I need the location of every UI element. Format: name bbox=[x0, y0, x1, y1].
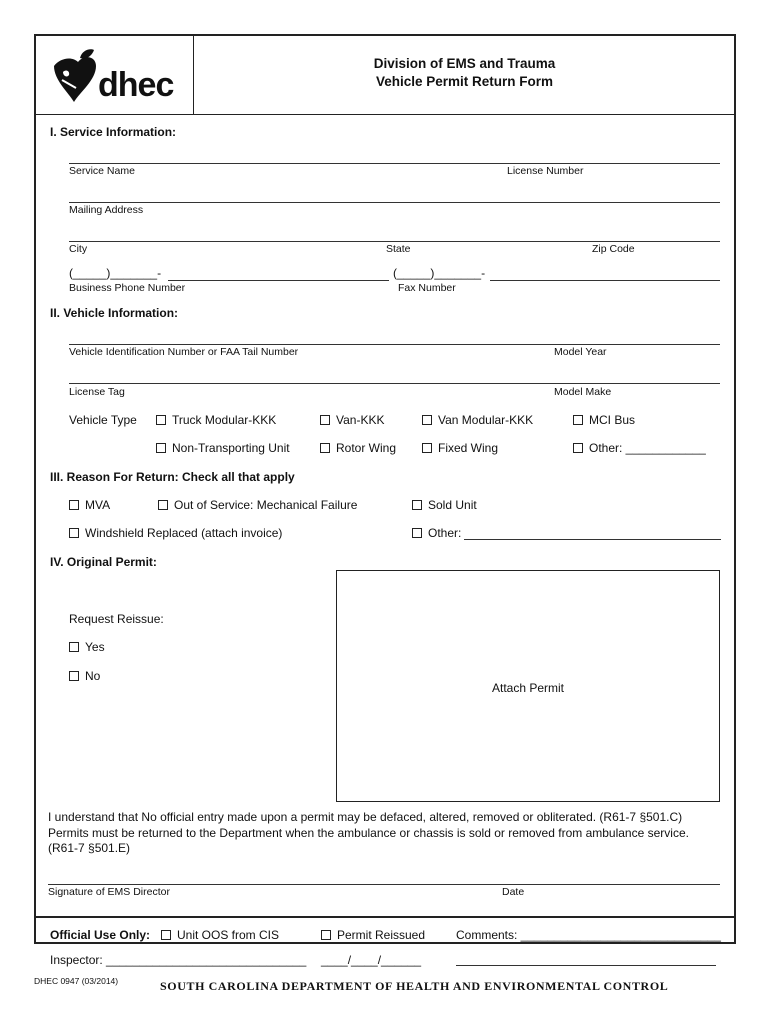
checkbox-icon[interactable] bbox=[158, 500, 168, 510]
signature-label: Signature of EMS Director bbox=[48, 886, 170, 898]
checkbox-icon[interactable] bbox=[321, 930, 331, 940]
statement bbox=[48, 810, 732, 857]
mailing-address-line[interactable] bbox=[69, 202, 720, 203]
vin-line[interactable] bbox=[69, 344, 720, 345]
fax-prefix: (_____)_______- bbox=[393, 266, 486, 280]
comments-second-line[interactable] bbox=[456, 965, 716, 966]
checkbox-icon[interactable] bbox=[573, 443, 583, 453]
state-label: State bbox=[386, 243, 411, 255]
vehicle-type-other[interactable]: Other: ____________ bbox=[573, 441, 706, 455]
checkbox-icon[interactable] bbox=[69, 642, 79, 652]
checkbox-icon[interactable] bbox=[422, 415, 432, 425]
vehicle-type-label: Vehicle Type bbox=[69, 413, 137, 427]
official-use-label: Official Use Only: bbox=[50, 928, 151, 942]
reason-sold-unit[interactable]: Sold Unit bbox=[412, 498, 477, 512]
inspector-field[interactable]: Inspector: ______________________________ bbox=[50, 953, 307, 967]
permit-reissued-checkbox[interactable]: Permit Reissued bbox=[321, 928, 425, 942]
statement-line2: Permits must be returned to the Department when the ambulance or chassis is sold or removed from ambulance service. bbox=[48, 825, 689, 840]
attach-permit-label: Attach Permit bbox=[491, 681, 565, 695]
license-tag-label: License Tag bbox=[69, 386, 125, 398]
vin-label: Vehicle Identification Number or FAA Tail Number bbox=[69, 346, 299, 358]
reason-windshield[interactable]: Windshield Replaced (attach invoice) bbox=[69, 526, 282, 540]
phone-prefix: (_____)_______- bbox=[69, 266, 162, 280]
form-title-line1: Division of EMS and Trauma bbox=[373, 56, 556, 71]
checkbox-icon[interactable] bbox=[412, 528, 422, 538]
phone-line[interactable] bbox=[168, 280, 389, 281]
checkbox-icon[interactable] bbox=[573, 415, 583, 425]
statement-line1: I understand that No official entry made upon a permit may be defaced, altered, removed or obliterated. (R61-7 §501.C) bbox=[48, 810, 683, 824]
vehicle-type-rotor-wing[interactable]: Rotor Wing bbox=[320, 441, 396, 455]
vehicle-type-van-modular-kkk[interactable]: Van Modular-KKK bbox=[422, 413, 533, 427]
service-name-line[interactable] bbox=[69, 163, 720, 164]
checkbox-icon[interactable] bbox=[320, 443, 330, 453]
vehicle-type-van-kkk[interactable]: Van-KKK bbox=[320, 413, 384, 427]
section2-heading: II. Vehicle Information: bbox=[50, 306, 179, 320]
city-label: City bbox=[69, 243, 88, 255]
business-phone-label: Business Phone Number bbox=[69, 282, 186, 294]
fax-number-label: Fax Number bbox=[398, 282, 456, 294]
reissue-no[interactable]: No bbox=[69, 669, 100, 683]
official-date-field[interactable]: ____/____/______ bbox=[321, 953, 422, 967]
unit-oos-checkbox[interactable]: Unit OOS from CIS bbox=[161, 928, 279, 942]
checkbox-icon[interactable] bbox=[69, 528, 79, 538]
comments-field[interactable]: Comments: ______________________________ bbox=[456, 928, 721, 942]
form-title-line2: Vehicle Permit Return Form bbox=[375, 74, 554, 89]
attach-permit-box bbox=[336, 570, 720, 802]
section3-heading: III. Reason For Return: Check all that apply bbox=[50, 470, 295, 484]
reason-other[interactable]: Other: bbox=[412, 526, 461, 540]
vehicle-type-fixed-wing[interactable]: Fixed Wing bbox=[422, 441, 498, 455]
checkbox-icon[interactable] bbox=[161, 930, 171, 940]
service-name-label: Service Name bbox=[69, 165, 135, 177]
reason-other-line[interactable] bbox=[464, 539, 721, 540]
official-use-divider bbox=[36, 916, 734, 918]
license-number-label: License Number bbox=[507, 165, 584, 177]
form-frame bbox=[34, 34, 736, 944]
checkbox-icon[interactable] bbox=[412, 500, 422, 510]
department-name: SOUTH CAROLINA DEPARTMENT OF HEALTH AND ENVIRONMENTAL CONTROL bbox=[160, 979, 669, 993]
section4-heading: IV. Original Permit: bbox=[50, 555, 157, 569]
reason-out-of-service[interactable]: Out of Service: Mechanical Failure bbox=[158, 498, 357, 512]
model-year-label: Model Year bbox=[554, 346, 607, 358]
vehicle-type-non-transporting[interactable]: Non-Transporting Unit bbox=[156, 441, 290, 455]
checkbox-icon[interactable] bbox=[156, 443, 166, 453]
form-number: DHEC 0947 (03/2014) bbox=[34, 976, 119, 986]
checkbox-icon[interactable] bbox=[69, 500, 79, 510]
signature-line[interactable] bbox=[48, 884, 720, 885]
mailing-address-label: Mailing Address bbox=[69, 204, 144, 216]
checkbox-icon[interactable] bbox=[320, 415, 330, 425]
vehicle-type-truck-modular-kkk[interactable]: Truck Modular-KKK bbox=[156, 413, 276, 427]
zip-label: Zip Code bbox=[592, 243, 635, 255]
header-divider bbox=[36, 114, 734, 115]
section1-heading: I. Service Information: bbox=[50, 125, 177, 139]
checkbox-icon[interactable] bbox=[156, 415, 166, 425]
model-make-label: Model Make bbox=[554, 386, 612, 398]
checkbox-icon[interactable] bbox=[69, 671, 79, 681]
request-reissue-label: Request Reissue: bbox=[69, 612, 164, 626]
statement-line3: (R61-7 §501.E) bbox=[48, 841, 131, 855]
checkbox-icon[interactable] bbox=[422, 443, 432, 453]
logo-box bbox=[36, 36, 194, 114]
reason-mva[interactable]: MVA bbox=[69, 498, 110, 512]
license-tag-line[interactable] bbox=[69, 383, 720, 384]
vehicle-type-mci-bus[interactable]: MCI Bus bbox=[573, 413, 635, 427]
fax-line[interactable] bbox=[490, 280, 720, 281]
reissue-yes[interactable]: Yes bbox=[69, 640, 105, 654]
date-label: Date bbox=[502, 886, 525, 898]
logo-text: dhec bbox=[98, 66, 174, 104]
city-state-zip-line[interactable] bbox=[69, 241, 720, 242]
